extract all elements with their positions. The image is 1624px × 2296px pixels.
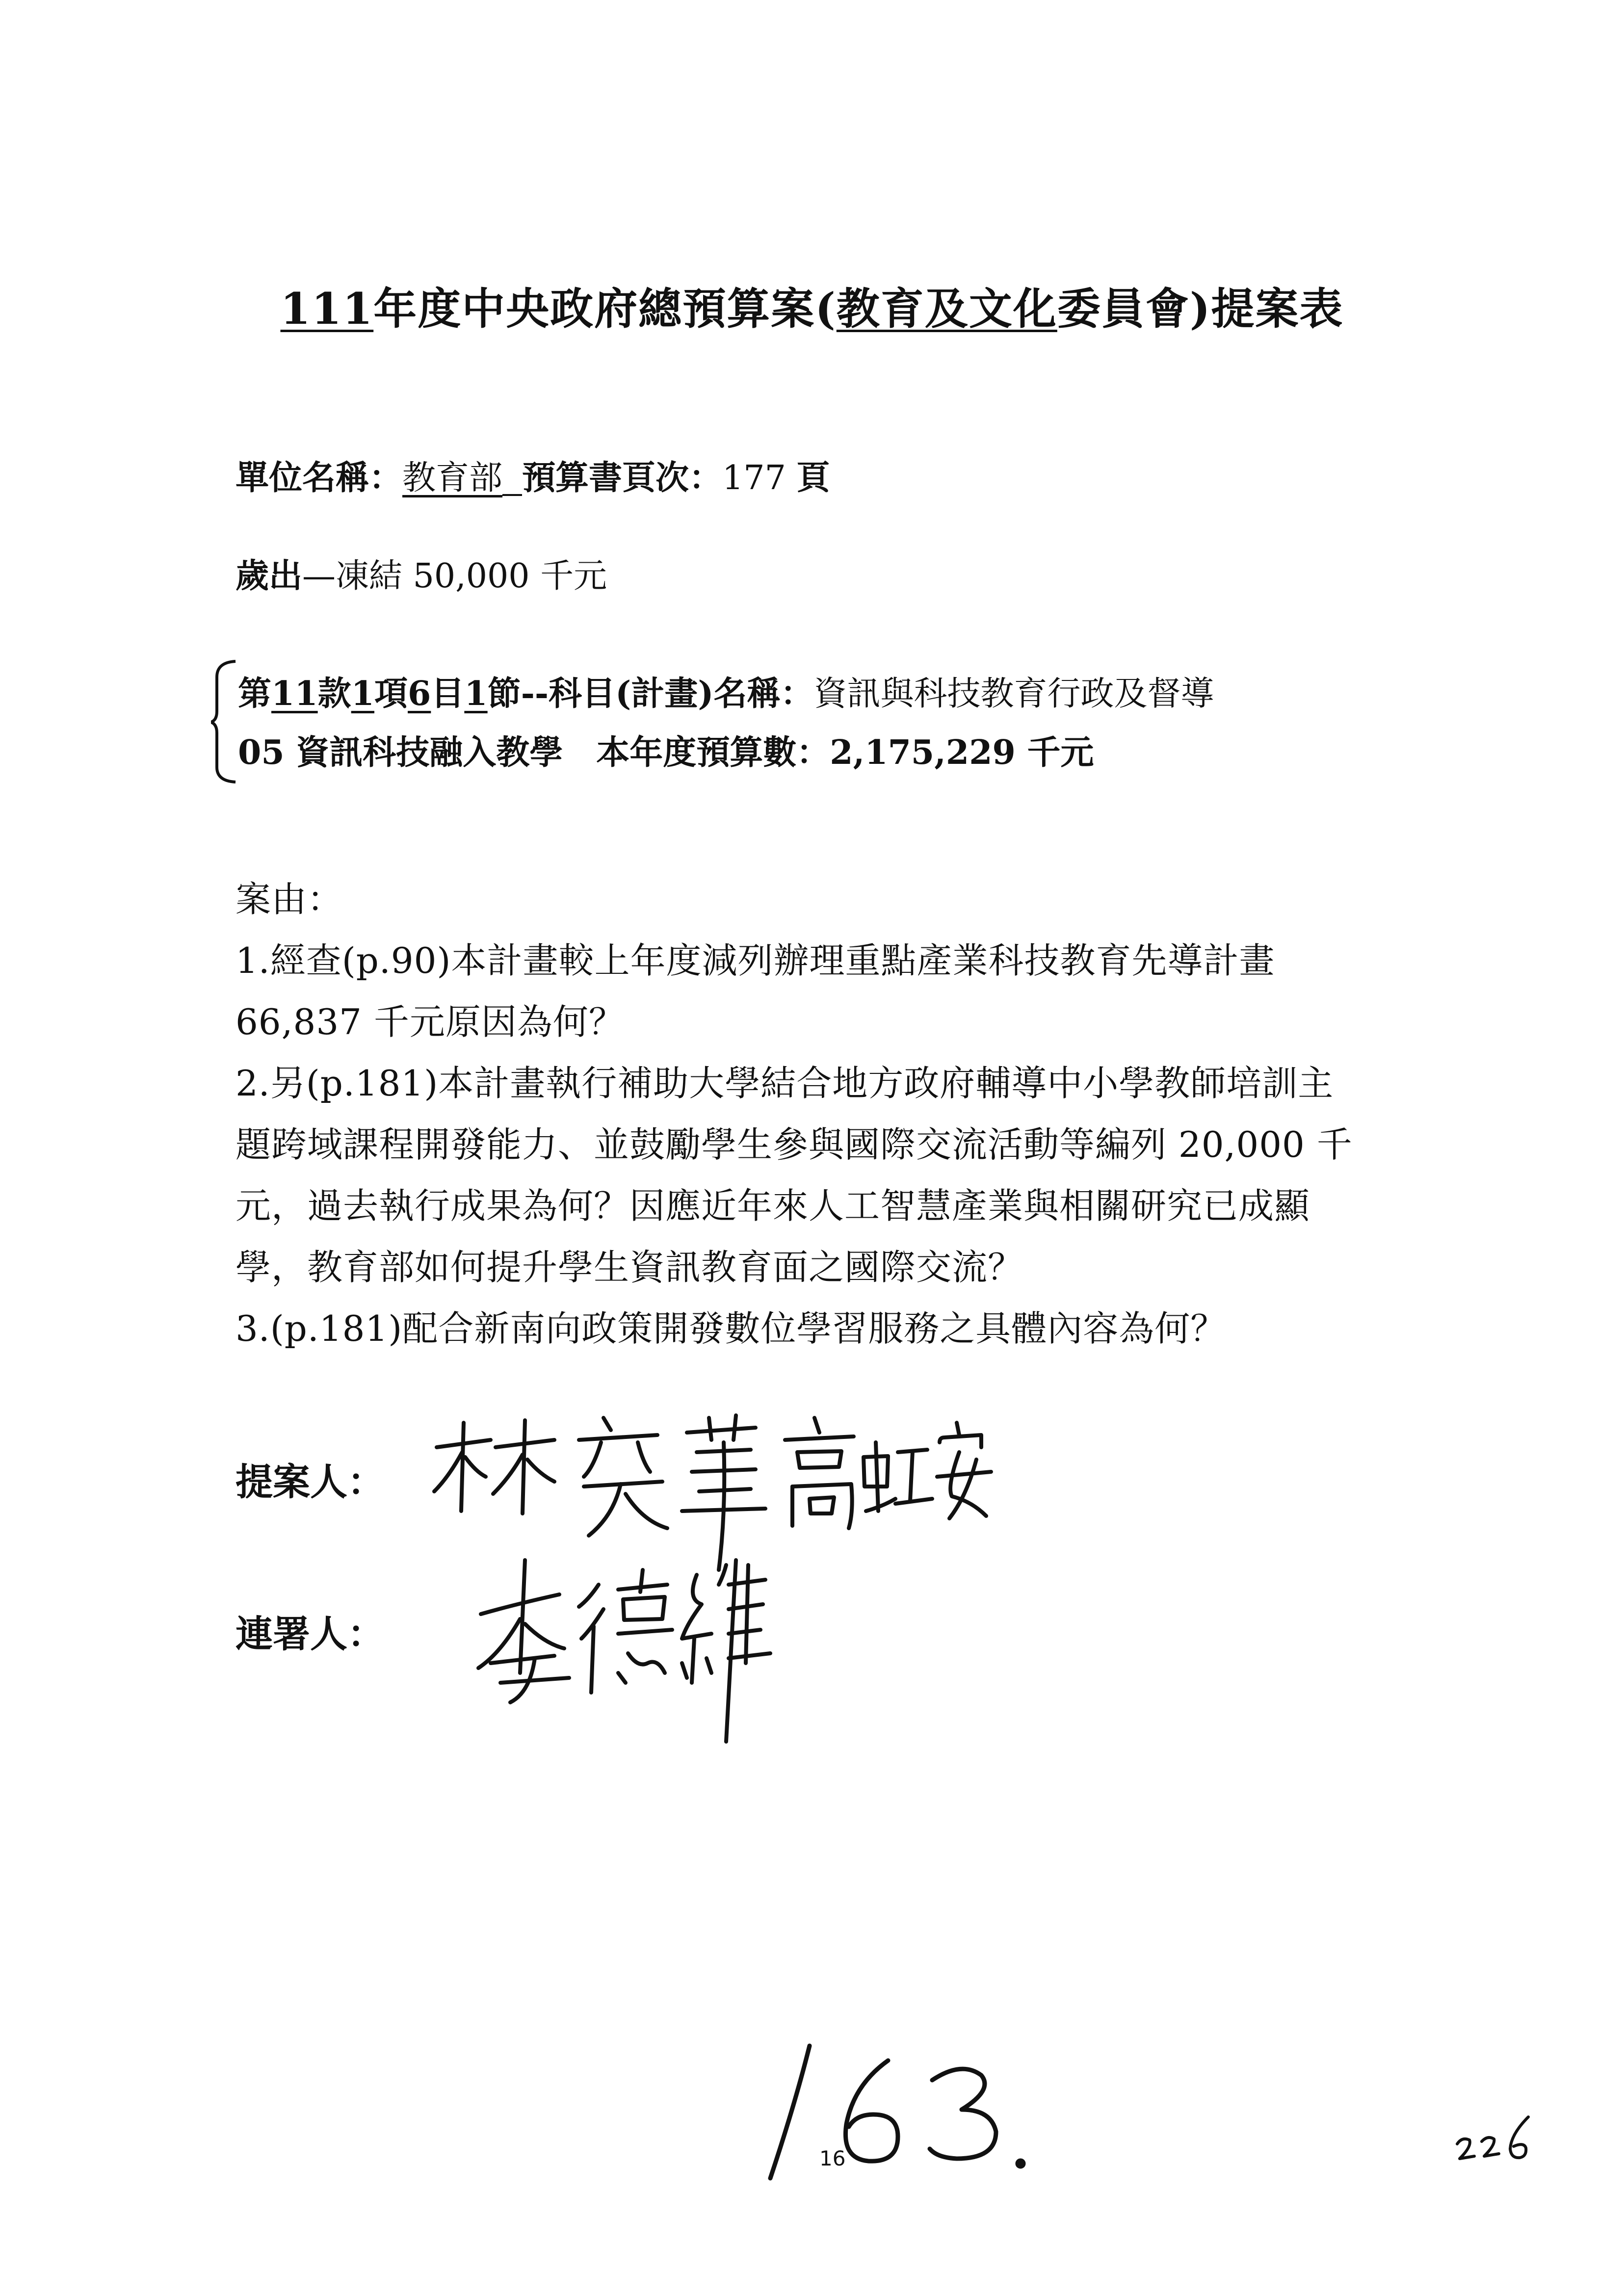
cosigner-signature (471, 1545, 814, 1751)
page-title (0, 275, 1624, 337)
page-number: 16 (819, 2146, 846, 2170)
title-part2: 委員會)提案表 (1057, 283, 1344, 334)
title-part1: 年度中央政府總預算案( (373, 283, 837, 334)
reason-line: 元，過去執行成果為何？因應近年來人工智慧產業與相關研究已成顯 (236, 1185, 1310, 1226)
reason-label: 案由： (236, 879, 343, 920)
expense-text: —凍結 50,000 千元 (302, 557, 607, 596)
title-committee: 教育及文化 (836, 283, 1057, 334)
unit-label: 單位名稱： (236, 458, 403, 497)
expense-label: 歲出 (236, 556, 303, 596)
cosigner-label: 連署人： (236, 1612, 385, 1656)
subject-bracket (211, 657, 240, 785)
unit-line (236, 451, 830, 499)
subject-line-1: 第11款1項6目1節--科目(計畫)名稱：資訊與科技教育行政及督導 (238, 674, 1214, 713)
corner-number (1452, 2110, 1541, 2168)
page-label: 預算書頁次： (522, 458, 723, 497)
reason-line: 1.經查(p.90)本計畫較上年度減列辦理重點產業科技教育先導計畫 (236, 940, 1275, 981)
handwritten-number (756, 2041, 1040, 2188)
subject-mu: 6 (408, 674, 431, 713)
subject-xiang: 1 (351, 674, 374, 713)
subject-name-value: 資訊與科技教育行政及督導 (813, 675, 1214, 713)
subject-jie: 1 (464, 674, 488, 713)
subject-name-label: 科目(計畫)名稱： (549, 674, 814, 713)
unit-value: 教育部 (402, 459, 503, 497)
reason-line: 題跨域課程開發能力、並鼓勵學生參與國際交流活動等編列 20,000 千 (236, 1124, 1353, 1165)
expense-line (236, 549, 607, 597)
reason-line: 3.(p.181)配合新南向政策開發數位學習服務之具體內容為何？ (236, 1308, 1227, 1349)
reason-line: 66,837 千元原因為何？ (236, 1001, 625, 1043)
title-year: 111 (280, 283, 374, 334)
reason-line: 學，教育部如何提升學生資訊教育面之國際交流？ (236, 1247, 1024, 1288)
proposer-label: 提案人： (236, 1460, 385, 1504)
subject-line-2: 05 資訊科技融入教學 本年度預算數：2,175,229 千元 (238, 733, 1094, 772)
subject-kuan: 11 (271, 674, 318, 713)
page-unit: 頁 (796, 458, 830, 497)
page-value: 177 (722, 459, 786, 497)
reason-line: 2.另(p.181)本計畫執行補助大學結合地方政府輔導中小學教師培訓主 (236, 1063, 1334, 1104)
